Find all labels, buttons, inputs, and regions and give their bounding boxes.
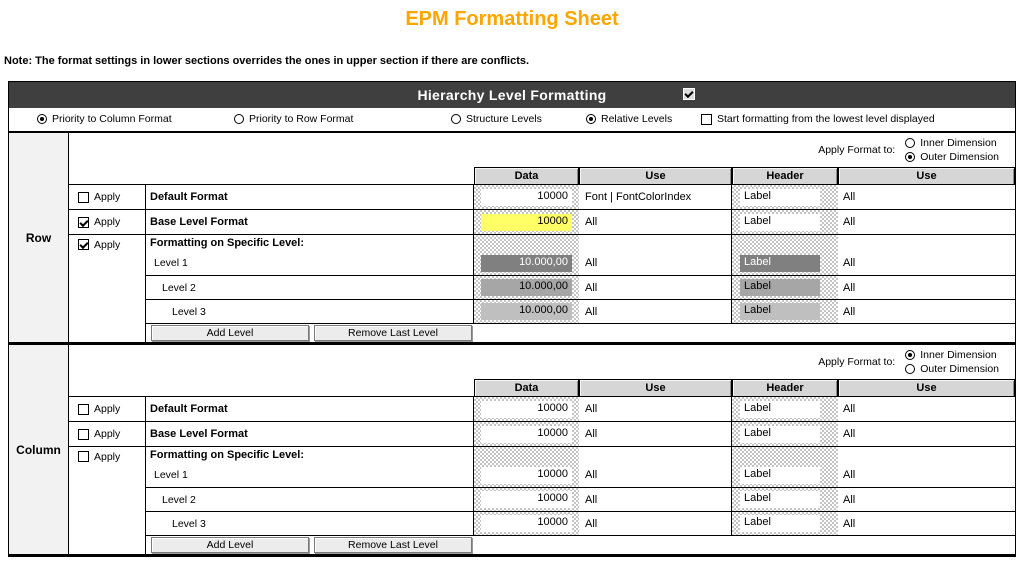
use-value-cell[interactable]: All (843, 493, 856, 506)
use-value-cell[interactable]: All (843, 517, 856, 530)
radio-relative-levels[interactable] (586, 113, 672, 125)
header-value-cell[interactable]: Label (740, 255, 820, 272)
level-label: Level 1 (146, 463, 474, 487)
apply-label: Apply (94, 239, 121, 251)
row-label: Base Level Format (146, 422, 474, 446)
data-value-cell[interactable]: 10000 (481, 189, 572, 206)
row-apply-format-to (69, 133, 1015, 167)
use-value-cell[interactable]: All (843, 281, 856, 294)
use-value-cell[interactable]: All (579, 276, 732, 299)
column-specific-level-group (69, 447, 1015, 554)
header-value-cell[interactable]: Label (740, 426, 820, 443)
radio-priority-to-column-format[interactable] (37, 113, 172, 125)
use-value-cell[interactable]: All (579, 300, 732, 323)
column-header-header: Header (732, 379, 838, 396)
radio-label: Priority to Column Format (52, 113, 172, 125)
row-label: Default Format (146, 185, 474, 209)
use-value-cell[interactable]: All (843, 216, 856, 228)
row-base-level-format (69, 210, 1015, 235)
panel-header-checkbox[interactable] (683, 88, 695, 100)
checkbox-icon[interactable] (78, 404, 89, 415)
data-value-cell[interactable]: 10000 (481, 467, 572, 484)
radio-label: Outer Dimension (920, 363, 999, 375)
apply-format-to-label: Apply Format to: (818, 144, 896, 156)
radio-icon[interactable] (37, 114, 47, 124)
apply-checkbox-cell[interactable] (69, 185, 146, 209)
column-header-use: Use (838, 379, 1015, 396)
level-label: Level 3 (146, 300, 474, 323)
row-default-format (69, 185, 1015, 210)
page-title: EPM Formatting Sheet (405, 8, 619, 30)
checkbox-icon[interactable] (78, 192, 89, 203)
use-value-cell[interactable]: All (843, 469, 856, 481)
use-value-cell[interactable]: All (579, 397, 732, 421)
radio-icon[interactable] (586, 114, 596, 124)
checkbox-icon[interactable] (78, 451, 89, 462)
level-label: Level 2 (146, 488, 474, 511)
radio-label: Relative Levels (601, 113, 673, 125)
radio-icon[interactable] (234, 114, 244, 124)
row-level-buttons (146, 323, 1015, 342)
level-label: Level 3 (146, 512, 474, 535)
use-value-cell[interactable]: All (579, 463, 732, 487)
data-value-cell[interactable]: 10000 (481, 426, 572, 443)
use-value-cell[interactable]: All (579, 210, 732, 234)
radio-priority-to-row-format[interactable] (234, 113, 353, 125)
column-section-label: Column (9, 345, 69, 554)
apply-label: Apply (94, 191, 121, 203)
radio-outer-dimension[interactable] (905, 151, 999, 163)
apply-label: Apply (94, 428, 121, 440)
remove-last-level-button[interactable]: Remove Last Level (314, 537, 472, 553)
checkbox-icon[interactable] (78, 239, 89, 250)
column-level-1 (146, 463, 1015, 487)
data-value-cell[interactable]: 10.000,00 (481, 279, 572, 296)
checkbox-label: Start formatting from the lowest level displayed (717, 113, 935, 125)
data-value-cell[interactable]: 10.000,00 (481, 255, 572, 272)
add-level-button[interactable]: Add Level (151, 537, 309, 553)
radio-inner-dimension[interactable] (905, 137, 999, 149)
checkbox-icon[interactable] (78, 429, 89, 440)
apply-checkbox-cell[interactable] (69, 422, 146, 446)
column-header-data: Data (474, 167, 579, 184)
header-value-cell[interactable]: Label (740, 467, 820, 484)
header-value-cell[interactable]: Label (740, 515, 820, 532)
row-level-2 (146, 275, 1015, 299)
apply-checkbox-cell[interactable] (69, 397, 146, 421)
radio-label: Inner Dimension (920, 349, 997, 361)
panel-title: Hierarchy Level Formatting (417, 87, 607, 103)
use-value-cell[interactable]: All (843, 428, 856, 440)
column-header-use: Use (838, 167, 1015, 184)
apply-checkbox-cell[interactable] (69, 447, 146, 554)
column-header-use: Use (579, 167, 732, 184)
column-section (9, 342, 1015, 554)
row-level-3 (146, 299, 1015, 323)
header-value-cell[interactable]: Label (740, 189, 820, 206)
use-value-cell[interactable]: All (579, 422, 732, 446)
apply-label: Apply (94, 403, 121, 415)
column-apply-format-to (69, 345, 1015, 379)
data-value-cell[interactable]: 10000 (481, 401, 572, 418)
apply-label: Apply (94, 451, 121, 463)
apply-checkbox-cell[interactable] (69, 235, 146, 342)
use-value-cell[interactable]: All (843, 257, 856, 269)
row-column-headers (69, 167, 1015, 185)
radio-icon[interactable] (451, 114, 461, 124)
radio-label: Inner Dimension (920, 137, 997, 149)
note-text: Note: The format settings in lower sections overrides the ones in upper section if there are conflicts. (4, 55, 530, 67)
row-label: Default Format (146, 397, 474, 421)
column-header-header: Header (732, 167, 838, 184)
use-value-cell[interactable]: All (843, 403, 856, 415)
data-value-cell[interactable]: 10000 (481, 491, 572, 508)
radio-label: Structure Levels (466, 113, 542, 125)
data-value-cell[interactable]: 10000 (481, 515, 572, 532)
checkbox-icon[interactable] (78, 217, 89, 228)
row-level-1 (146, 251, 1015, 275)
radio-icon[interactable] (905, 138, 915, 148)
add-level-button[interactable]: Add Level (151, 325, 309, 341)
panel-header (9, 82, 1015, 108)
radio-icon[interactable] (905, 364, 915, 374)
use-value-cell[interactable]: All (579, 512, 732, 535)
specific-level-label: Formatting on Specific Level: (146, 447, 474, 463)
header-value-cell[interactable]: Label (740, 303, 820, 320)
column-header-use: Use (579, 379, 732, 396)
row-section-label: Row (9, 133, 69, 342)
radio-outer-dimension[interactable] (905, 363, 999, 375)
column-base-level-format (69, 422, 1015, 447)
radio-icon[interactable] (905, 152, 915, 162)
header-value-cell[interactable]: Label (740, 401, 820, 418)
column-level-2 (146, 487, 1015, 511)
column-default-format (69, 397, 1015, 422)
use-value-cell[interactable]: All (579, 251, 732, 275)
header-value-cell[interactable]: Label (740, 491, 820, 508)
radio-structure-levels[interactable] (451, 113, 542, 125)
checkbox-icon[interactable] (701, 114, 712, 125)
header-value-cell[interactable]: Label (740, 279, 820, 296)
data-value-cell[interactable]: 10000 (481, 214, 572, 231)
radio-icon[interactable] (905, 350, 915, 360)
column-level-buttons (146, 535, 1015, 554)
row-label: Base Level Format (146, 210, 474, 234)
apply-format-to-label: Apply Format to: (818, 356, 896, 368)
checkbox-start-formatting-lowest-level[interactable] (701, 113, 935, 125)
use-value-cell[interactable]: All (579, 488, 732, 511)
data-value-cell[interactable]: 10.000,00 (481, 303, 572, 320)
hierarchy-level-formatting-panel (8, 81, 1016, 557)
priority-options-row (9, 108, 1015, 133)
apply-label: Apply (94, 216, 121, 228)
radio-label: Outer Dimension (920, 151, 999, 163)
header-value-cell[interactable]: Label (740, 214, 820, 231)
row-specific-level-group (69, 235, 1015, 342)
radio-inner-dimension[interactable] (905, 349, 999, 361)
use-value-cell[interactable]: All (843, 305, 856, 318)
use-value-cell[interactable]: All (843, 191, 856, 203)
column-column-headers (69, 379, 1015, 397)
remove-last-level-button[interactable]: Remove Last Level (314, 325, 472, 341)
use-value-cell[interactable]: Font | FontColorIndex (579, 185, 732, 209)
level-label: Level 1 (146, 251, 474, 275)
level-label: Level 2 (146, 276, 474, 299)
specific-level-label: Formatting on Specific Level: (146, 235, 474, 251)
column-header-data: Data (474, 379, 579, 396)
apply-checkbox-cell[interactable] (69, 210, 146, 234)
column-level-3 (146, 511, 1015, 535)
row-section (9, 133, 1015, 342)
radio-label: Priority to Row Format (249, 113, 354, 125)
